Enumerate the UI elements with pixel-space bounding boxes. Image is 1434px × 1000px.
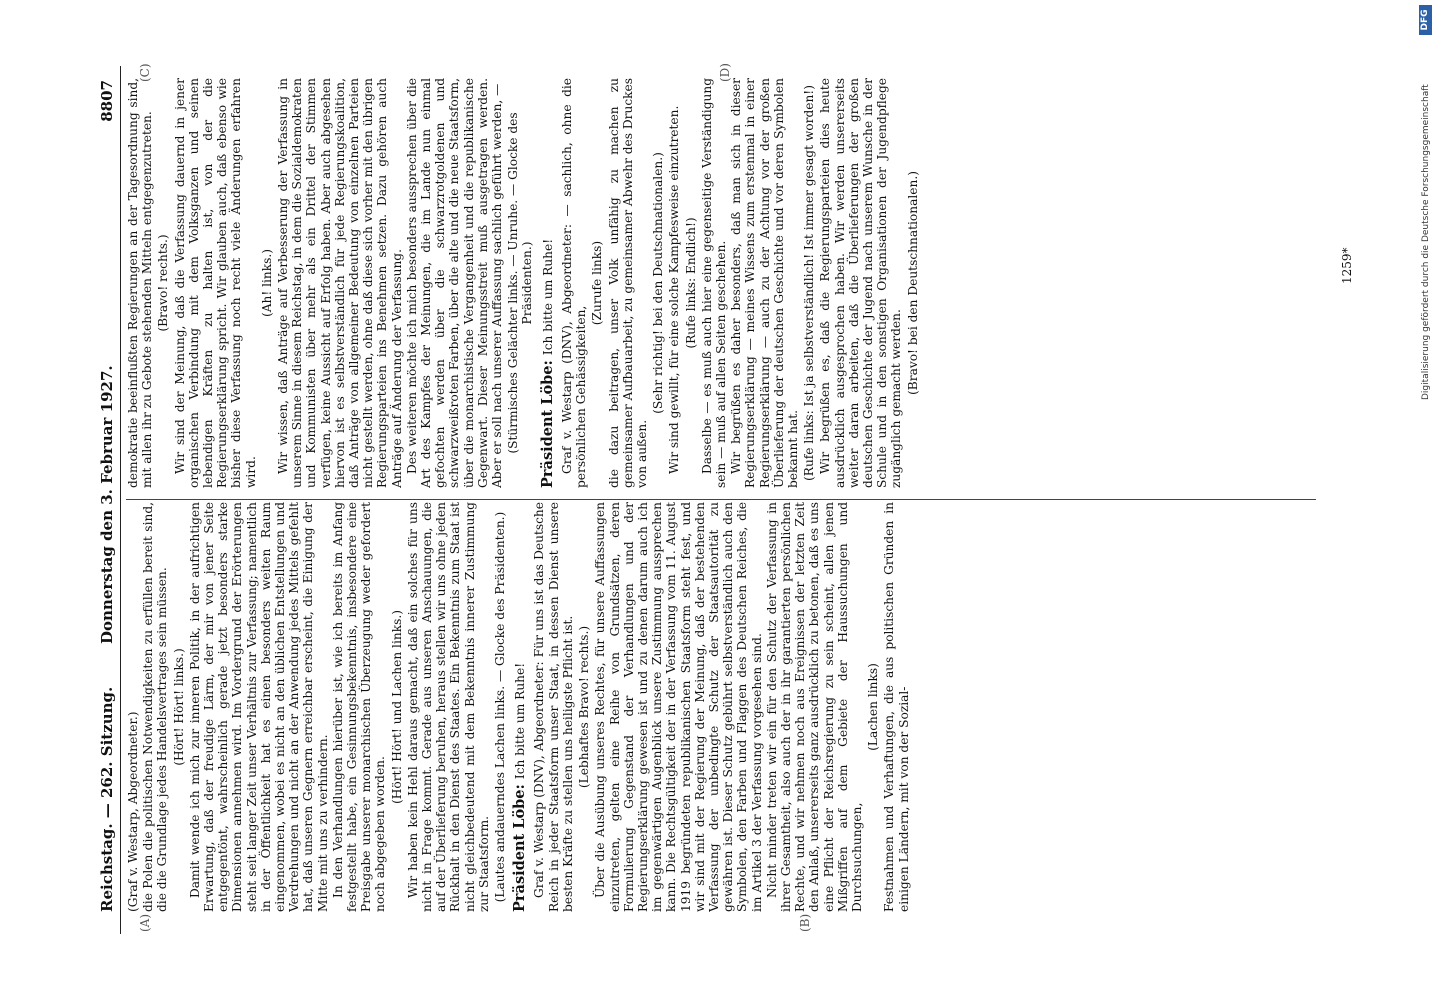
paragraph: Wir sind gewillt, für eine solche Kampfesweise einzutreten. bbox=[667, 105, 682, 474]
interjection: (Hört! Hört! und Lachen links.) bbox=[389, 610, 404, 804]
president-name: Präsident Löbe: bbox=[511, 784, 529, 912]
paragraph: die Polen die politischen Notwendigkeiten zu erfüllen bereit sind, die die Grundlage jedes Handelsvertrages sein müssen. bbox=[141, 502, 170, 912]
president-statement bbox=[538, 78, 556, 488]
paragraph: Nicht minder treten wir ein für den Schutz der Verfassung in ihrer Gesamtheit, also auch der in ihr garantierten persönlichen Rechte, und wir nehmen noch aus Ereignissen der letzten Zeit den Anlaß, unsererseits ganz ausdrücklich zu betonen, daß es uns eine Pflicht der Reichsregierung zu sein scheint, allen jenen Mißgriffen auf dem Gebiete der Haussuchungen und Durchsuchungen, bbox=[764, 502, 864, 912]
paragraph: Wir begrüßen es, daß die Regierungsparteien dies heute ausdrücklich ausgesprochen haben. Wir werden unsererseits weiter daran arbeiten, daß die Überlieferungen der großen deutschen Geschichte der Jugend nach unserem Wunsche in der Schule und in den sonstigen Organisationen der Jugendpflege zugänglich gemacht werden. bbox=[818, 78, 904, 488]
paragraph: In den Verhandlungen hierüber ist, wie ich bereits im Anfang festgestellt habe, ein Gesinnungsbekenntnis, insbesondere eine Preisgabe unserer monarchischen Überzeugung weder gefordert noch abgegeben worden. bbox=[330, 502, 388, 912]
paragraph: Festnahmen und Verhaftungen, die aus politischen Gründen in einigen Ländern, mit von der Sozial- bbox=[882, 502, 911, 912]
interjection: (Rufe links: Endlich!) bbox=[683, 217, 698, 349]
paragraph: Wir begrüßen es daher besonders, daß man sich in dieser Regierungserklärung — meines Wissens zum erstenmal in einer Regierungserklärung — auch zu der Achtung vor der großen Überlieferung der deutschen Geschichte und vor deren Symbolen bekannt hat. bbox=[729, 78, 800, 488]
president-text: Ich bitte um Ruhe! bbox=[540, 238, 555, 356]
paragraph: demokratie beeinflußten Regierungen an der Tagesordnung sind, mit allen ihr zu Gebote stehenden Mitteln entgegenzutreten. bbox=[126, 78, 155, 488]
president-name: Präsident Löbe: bbox=[538, 360, 556, 488]
header-date: Donnerstag den 3. Februar 1927. bbox=[98, 365, 116, 644]
document-page bbox=[78, 63, 1354, 934]
column-divider bbox=[126, 499, 1316, 500]
paragraph: Graf v. Westarp (DNV), Abgeordneter: Für uns ist das Deutsche Reich in jeder Staatsform unser Staat, in dessen Dienst unsere besten Kräfte zu stellen uns heiligste Pflicht ist. bbox=[532, 502, 575, 912]
paragraph: Wir wissen, daß Anträge auf Verbesserung der Verfassung in unserem Sinne in diesem Reichstag, in dem die Sozialdemokraten und Kommunisten über mehr als ein Drittel der Stimmen verfügen, keine Aussicht auf Erfolg haben. Aber auch abgesehen hiervon ist es selbstverständlich für jede Regierungskoalition, daß Anträge von allgemeiner Bedeutung von einzelnen Parteien nicht gestellt werden, ohne daß diese sich vorher mit den übrigen Regierungsparteien ins Benehmen setzen. Dazu gehören auch Anträge auf Änderung der Verfassung. bbox=[276, 78, 404, 488]
president-text: Ich bitte um Ruhe! bbox=[513, 662, 528, 780]
right-column bbox=[126, 78, 1336, 488]
header-session: Reichstag. — 262. Sitzung. bbox=[98, 686, 116, 912]
margin-mark-b: (B) bbox=[798, 913, 812, 932]
interjection: (Zurufe links) bbox=[590, 240, 605, 326]
paragraph: Damit wende ich mich zur inneren Politik, in der aufrichtigen Erwartung, daß der freudige Lärm, der mir von jener Seite entgegentönt, wahrscheinlich gerade jetzt besonders starke Dimensionen annehmen wird. Im Vordergrund der Erörterungen steht seit langer Zeit unser Verhältnis zur Verfassung; namentlich in der Öffentlichkeit hat es einen besonders weiten Raum eingenommen, wobei es nicht an den üblichen Entstellungen und Verdrehungen und nicht an der Anwendung jedes Mittels gefehlt hat, daß unseren Gegnern erreichbar erscheint, die Einigung der Mitte mit uns zu verhindern. bbox=[187, 502, 330, 912]
paragraph: Graf v. Westarp (DNV), Abgeordneter: — sachlich, ohne die persönlichen Gehässigkeiten, bbox=[559, 78, 589, 488]
interjection: (Lachen links) bbox=[866, 663, 881, 751]
page-signature: 1259* bbox=[1340, 247, 1354, 284]
digitization-sidebar bbox=[1418, 0, 1434, 1000]
interjection: (Stürmisches Gelächter links. — Unruhe. — Glocke des Präsidenten.) bbox=[506, 112, 535, 454]
paragraph: Wir sind der Meinung, daß die Verfassung dauernd in jener organischen Verbindung mit dem Volksganzen und seinen lebendigen Kräften zu halten ist, von der die Regierungserklärung spricht. Wir glauben auch, daß ebenso wie bisher diese Verfassung noch recht viele Änderungen erfahren wird. bbox=[172, 78, 258, 488]
page-header bbox=[96, 66, 121, 934]
paragraph: Über die Ausübung unseres Rechtes, für unsere Auffassungen einzutreten, gelten eine Reihe von Grundsätzen, deren Formulierung Gegenstand der Verhandlungen und der Regierungserklärung gewesen ist und zu denen darum auch ich im gegenwärtigen Augenblick unsere Zustimmung aussprechen kann. Die Rechtsgültigkeit der in der Verfassung vom 11. August 1919 begründeten republikanischen Staatsform steht fest, und wir sind mit der Regierung der Meinung, daß der bestehenden Verfassung der unbedingte Schutz der Staatsautorität zu gewähren ist. Dieser Schutz gebührt selbstverständlich auch den Symbolen, den Farben und Flaggen des Deutschen Reiches, die im Artikel 3 der Verfassung vorgesehen sind. bbox=[593, 502, 764, 912]
margin-mark-c: (C) bbox=[138, 63, 152, 82]
president-statement bbox=[513, 502, 527, 912]
interjection: (Lautes andauerndes Lachen links. — Glocke des Präsidenten.) bbox=[493, 511, 508, 903]
paragraph: die dazu beitragen, unser Volk unfähig zu machen zu gemeinsamer Aufbauarbeit, zu gemeinsamer Abwehr des Druckes von außen. bbox=[606, 78, 649, 488]
interjection: (Rufe links: Ist ja selbstverständlich! Ist immer gesagt worden!) bbox=[802, 85, 817, 481]
interjection: (Bravo! rechts.) bbox=[156, 234, 171, 332]
interjection: (Bravo! bei den Deutschnationalen.) bbox=[905, 171, 920, 395]
interjection: (Lebhaftes Bravo! rechts.) bbox=[577, 625, 592, 789]
left-column bbox=[126, 502, 1336, 912]
dfg-credit-text: Digitalisierung gefördert durch die Deutsche Forschungsgemeinschaft bbox=[1421, 84, 1431, 400]
paragraph: Des weiteren möchte ich mich besonders aussprechen über die Art des Kampfes der Meinungen, die im Lande nun einmal gefochten werden über die schwarzrotgoldenen und schwarzweißroten Farben, über die alte und die neue Staatsform, über die monarchistische Vergangenheit und die republikanische Gegenwart. Dieser Meinungsstreit muß ausgetragen werden. Aber er soll nach unserer Auffassung sachlich geführt werden, — bbox=[404, 78, 505, 488]
margin-mark-a: (A) bbox=[138, 913, 152, 932]
paragraph: Dasselbe — es muß auch hier eine gegenseitige Verständigung sein — muß auf allen Seiten geschehen. bbox=[699, 78, 728, 488]
interjection: (Sehr richtig! bei den Deutschnationalen.) bbox=[651, 152, 666, 414]
interjection: (Hört! Hört! links.) bbox=[171, 648, 186, 766]
margin-mark-d: (D) bbox=[718, 63, 732, 82]
header-page-number: 8807 bbox=[98, 80, 116, 122]
interjection: (Ah! links.) bbox=[259, 248, 274, 318]
paragraph: Wir haben kein Hehl daraus gemacht, daß ein solches für uns nicht in Frage kommt. Gerade aus unseren Anschauungen, die auf der Überlieferung beruhen, heraus stellen wir uns ohne jeden Rückhalt in den Dienst des Staates. Ein Bekenntnis zum Staat ist nicht gleichbedeutend mit dem Bekenntnis innerer Zustimmung zur Staatsform. bbox=[405, 502, 491, 912]
dfg-logo: DFG bbox=[1419, 5, 1432, 35]
speaker-continuation: (Graf v. Westarp, Abgeordneter.) bbox=[126, 711, 140, 912]
